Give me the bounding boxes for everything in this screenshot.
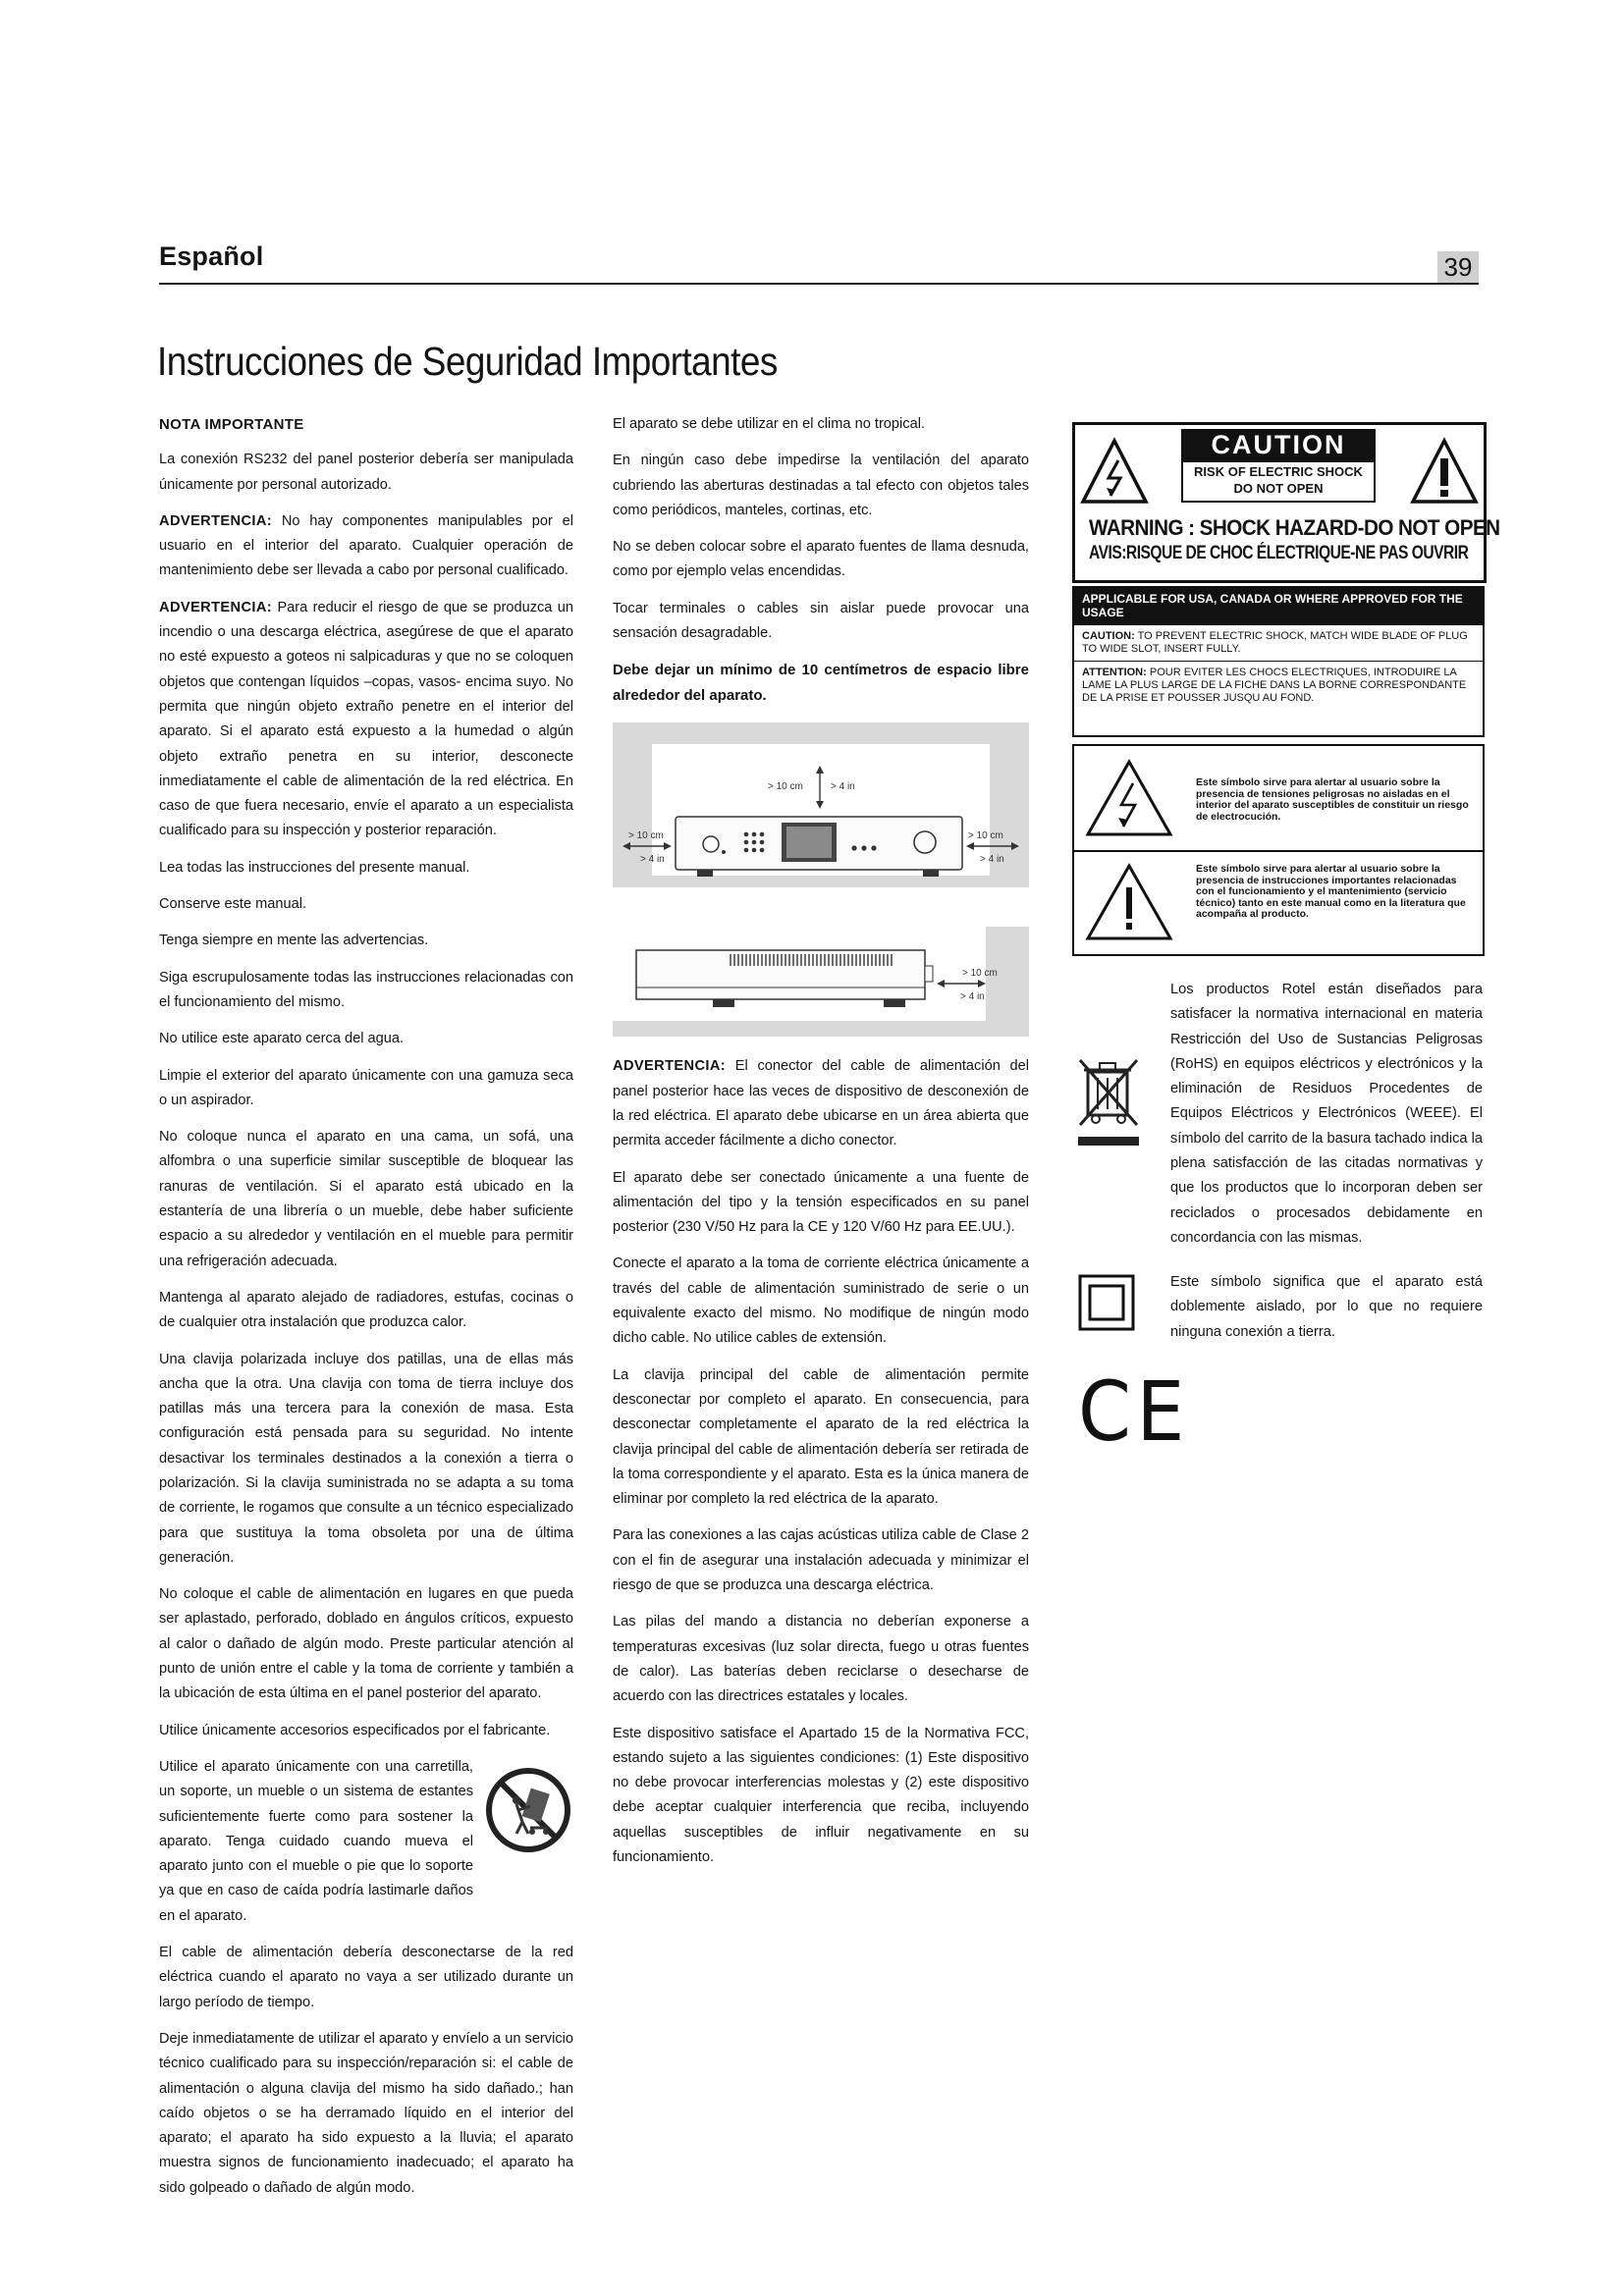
clearance-rear-label: > 10 cm (962, 968, 998, 980)
warning-label: ADVERTENCIA: (159, 512, 273, 529)
page-title: Instrucciones de Seguridad Importantes (157, 339, 778, 384)
paragraph: El aparato debe ser conectado únicamente a una fuente de alimentación del tipo y la tensión especificados en su panel posterior (230 V/50 Hz para la CE y 120 V/60 Hz para EE.UU.). (613, 1169, 1029, 1236)
plug-caution: CAUTION: TO PREVENT ELECTRIC SHOCK, MATCH WIDE BLADE OF PLUG TO WIDE SLOT, INSERT FULLY. (1074, 625, 1483, 662)
paragraph: La conexión RS232 del panel posterior debería ser manipulada únicamente por personal autorizado. (159, 452, 573, 493)
paragraph: Tocar terminales o cables sin aislar puede provocar una sensación desagradable. (613, 600, 1029, 642)
paragraph: Limpie el exterior del aparato únicamente con una gamuza seca o un aspirador. (159, 1067, 573, 1108)
paragraph: No se deben colocar sobre el aparato fuentes de llama desnuda, como por ejemplo velas encendidas. (613, 539, 1029, 580)
nota-heading: NOTA IMPORTANTE (159, 416, 304, 433)
cart-warning (159, 1755, 573, 1941)
clearance-right-label: > 10 cm (968, 830, 1003, 842)
lightning-warning-icon (1084, 758, 1174, 838)
avis-line: AVIS:RISQUE DE CHOC ÉLECTRIQUE-NE PAS OUVRIR (1089, 543, 1469, 563)
weee-bin-icon (1074, 1054, 1145, 1148)
paragraph: ADVERTENCIA: El conector del cable de alimentación del panel posterior hace las veces de dispositivo de desconexión de la red eléctrica. El aparato debe ubicarse en un área abierta que permita acceder fácilmente a dicho conector. (613, 1058, 1029, 1149)
warning-line: WARNING : SHOCK HAZARD-DO NOT OPEN (1089, 515, 1500, 540)
ce-mark-icon: CE (1078, 1363, 1190, 1460)
clearance-side-diagram (613, 927, 1029, 1037)
clearance-top-label-in: > 4 in (831, 781, 855, 793)
paragraph: Tenga siempre en mente las advertencias. (159, 933, 429, 949)
paragraph: Las pilas del mando a distancia no deberían exponerse a temperaturas excesivas (luz solar directa, fuego u otras fuentes de calor). Las baterías deben reciclarse o desecharse de acuerdo con las directrices estatales y locales. (613, 1614, 1029, 1705)
paragraph: El cable de alimentación debería desconectarse de la red eléctrica cuando el aparato no vaya a ser utilizado durante un largo período de tiempo. (159, 1945, 573, 2010)
paragraph: Una clavija polarizada incluye dos patillas, una de ellas más ancha que la otra. Una clavija con toma de tierra incluye dos patillas más una tercera para la conexión de masa. Esta configuración está pensada para su seguridad. No intente desactivar los terminales destinados a la conexión a tierra o polarización. Si la clavija suministrada no se adapta a su toma de corriente, le rogamos que consulte a un técnico especializado para que sustituya la toma obsoleta por una de última generación. (159, 1351, 573, 1566)
warning-label: ADVERTENCIA: (159, 599, 273, 615)
clearance-left-label: > 10 cm (628, 830, 664, 842)
plug-notice-box (1072, 586, 1485, 737)
caution-label (1072, 422, 1500, 583)
symbol-explanation-box (1072, 744, 1485, 956)
rohs-weee-text: Los productos Rotel están diseñados para satisfacer la normativa internacional en materia Restricción del Uso de Sustancias Peligrosas (RoHS) en equipos eléctricos y electrónicos y la eliminación de Residuos Procedentes de Equipos Eléctricos y Electrónicos (WEEE). El símbolo del carrito de la basura tachado indica la plena satisfacción de las citadas normativas y que los productos que lo incorporan deben ser reciclados o procesados debidamente en concordancia con las mismas. (1170, 982, 1483, 1246)
plug-attention: ATTENTION: POUR EVITER LES CHOCS ELECTRIQUES, INTRODUIRE LA LAME LA PLUS LARGE DE LA FICHE DANS LA BORNE CORRESPONDANTE DE LA PRISE ET POUSSER JUSQU AU FOND. (1082, 667, 1467, 704)
paragraph: Lea todas las instrucciones del presente manual. (159, 859, 470, 876)
lightning-symbol-text: Este símbolo sirve para alertar al usuario sobre la presencia de tensiones peligrosas no aisladas en el interior del aparato susceptibles de constituir un riesgo de electrocución. (1196, 776, 1469, 823)
paragraph: Deje inmediatamente de utilizar el aparato y envíelo a un servicio técnico cualificado para su inspección/reparación si: el cable de alimentación o alguna clavija del mismo ha sido dañado.; han caído objetos o se ha derramado líquido en el interior del aparato; el aparato ha sido expuesto a la lluvia; el aparato muestra signos de funcionamiento inadecuado; el aparato ha sido golpeado o dañado de algún modo. (159, 2030, 573, 2196)
section-language: Español (159, 241, 264, 271)
paragraph: Este dispositivo satisface el Apartado 15 de la Normativa FCC, estando sujeto a las siguientes condiciones: (1) Este dispositivo no debe provocar interferencias molestas y (2) este dispositivo debe aceptar cualquier interferencia que reciba, incluyendo aquellas susceptibles de influir negativamente en su funcionamiento. (613, 1725, 1029, 1865)
paragraph: No coloque el cable de alimentación en lugares en que pueda ser aplastado, perforado, doblado en ángulos críticos, expuesto al calor o dañado de algún modo. Preste particular atención al punto de unión entre el cable y la toma de corriente y también a la ubicación de esta última en el panel posterior del aparato. (159, 1586, 573, 1702)
exclamation-warning-icon (1084, 862, 1174, 942)
caution-subtitle: RISK OF ELECTRIC SHOCK DO NOT OPEN (1181, 460, 1376, 503)
clearance-notice: Debe dejar un mínimo de 10 centímetros de espacio libre alrededor del aparato. (613, 662, 1029, 705)
paragraph: ADVERTENCIA: Para reducir el riesgo de que se produzca un incendio o una descarga eléctrica, asegúrese de que el aparato no esté expuesto a goteos ni salpicaduras y que no se coloquen objetos que contengan líquidos –copas, vasos- encima suyo. No permita que ningún objeto extraño penetre en el interior del aparato. Si el aparato está expuesto a la humedad o algún objeto extraño penetra en su interior, desconecte inmediatamente el cable de alimentación de la red eléctrica. En caso de que fuera necesario, envíe el aparato a un especialista cualificado para su inspección y posterior reparación. (159, 599, 573, 839)
paragraph: Siga escrupulosamente todas las instrucciones relacionadas con el funcionamiento del mismo. (159, 969, 573, 1010)
paragraph: Conserve este manual. (159, 896, 307, 913)
paragraph: En ningún caso debe impedirse la ventilación del aparato cubriendo las aberturas destinadas a tal efecto con objetos tales como periódicos, manteles, cortinas, etc. (613, 453, 1029, 518)
clearance-front-diagram (613, 722, 1029, 887)
paragraph: No utilice este aparato cerca del agua. (159, 1031, 405, 1047)
exclamation-warning-icon (1409, 437, 1480, 507)
paragraph: Mantenga al aparato alejado de radiadores, estufas, cocinas o de cualquier otra instalación que produzca calor. (159, 1289, 573, 1331)
clearance-right-label-in: > 4 in (980, 854, 1004, 866)
clearance-left-label-in: > 4 in (640, 854, 665, 866)
column-1 (159, 412, 573, 2213)
plug-notice-header: APPLICABLE FOR USA, CANADA OR WHERE APPROVED FOR THE USAGE (1074, 588, 1483, 625)
paragraph: No coloque nunca el aparato en una cama, un sofá, una alfombra o una superficie similar susceptible de bloquear las ranuras de ventilación. Si el aparato está ubicado en la estantería de una librería o un mueble, debe haber suficiente espacio a su alrededor y ventilación en el mueble para permitir una refrigeración adecuada. (159, 1129, 573, 1269)
page-number: 39 (1437, 251, 1479, 283)
warning-label: ADVERTENCIA: (613, 1058, 727, 1075)
paragraph: El aparato se debe utilizar en el clima no tropical. (613, 416, 925, 432)
paragraph: Utilice el aparato únicamente con una carretilla, un soporte, un mueble o un sistema de estantes suficientemente fuerte como para sostener la aparato. Tenga cuidado cuando mueva el aparato junto con el mueble o pie que lo soporte ya que en caso de caída podría lastimarle daños en el aparato. (159, 1758, 473, 1924)
double-insulation-icon (1078, 1274, 1135, 1331)
symbol-divider (1074, 850, 1483, 852)
paragraph: Conecte el aparato a la toma de corriente eléctrica únicamente a través del cable de alimentación suministrado de serie o un equivalente exacto del mismo. No modifique de ningún modo dicho cable. No utilice cables de extensión. (613, 1255, 1029, 1347)
clearance-top-label: > 10 cm (768, 781, 803, 793)
lightning-warning-icon (1079, 437, 1150, 507)
paragraph: ADVERTENCIA: No hay componentes manipulables por el usuario en el interior del aparato. Cualquier operación de mantenimiento debe ser llevada a cabo por personal cualificado. (159, 512, 573, 579)
paragraph: La clavija principal del cable de alimentación permite desconectar por completo el aparato. En consecuencia, para desconectar completamente el aparato de la red eléctrica la clavija principal del cable de alimentación debería ser retirada de la toma correspondiente y el aparato. Esta es la única manera de eliminar por completo la red eléctrica de la aparato. (613, 1366, 1029, 1508)
double-insulation-text: Este símbolo significa que el aparato está doblemente aislado, por lo que no requiere ninguna conexión a tierra. (1170, 1274, 1483, 1340)
paragraph: Utilice únicamente accesorios especificados por el fabricante. (159, 1722, 551, 1738)
clearance-rear-label-in: > 4 in (960, 991, 985, 1003)
caution-title: CAUTION (1181, 429, 1376, 460)
exclamation-symbol-text: Este símbolo sirve para alertar al usuario sobre la presencia de instrucciones importantes relacionadas con el funcionamiento y el mantenimiento (servicio técnico) tanto en este manual como en la literatura que acompaña al producto. (1196, 863, 1466, 920)
header-divider (159, 283, 1479, 285)
cart-tipover-icon (483, 1765, 573, 1855)
column-2 (613, 412, 1029, 1882)
paragraph: Para las conexiones a las cajas acústicas utiliza cable de Clase 2 con el fin de asegurar una instalación adecuada y minimizar el riesgo de que se produzca una descarga eléctrica. (613, 1527, 1029, 1594)
